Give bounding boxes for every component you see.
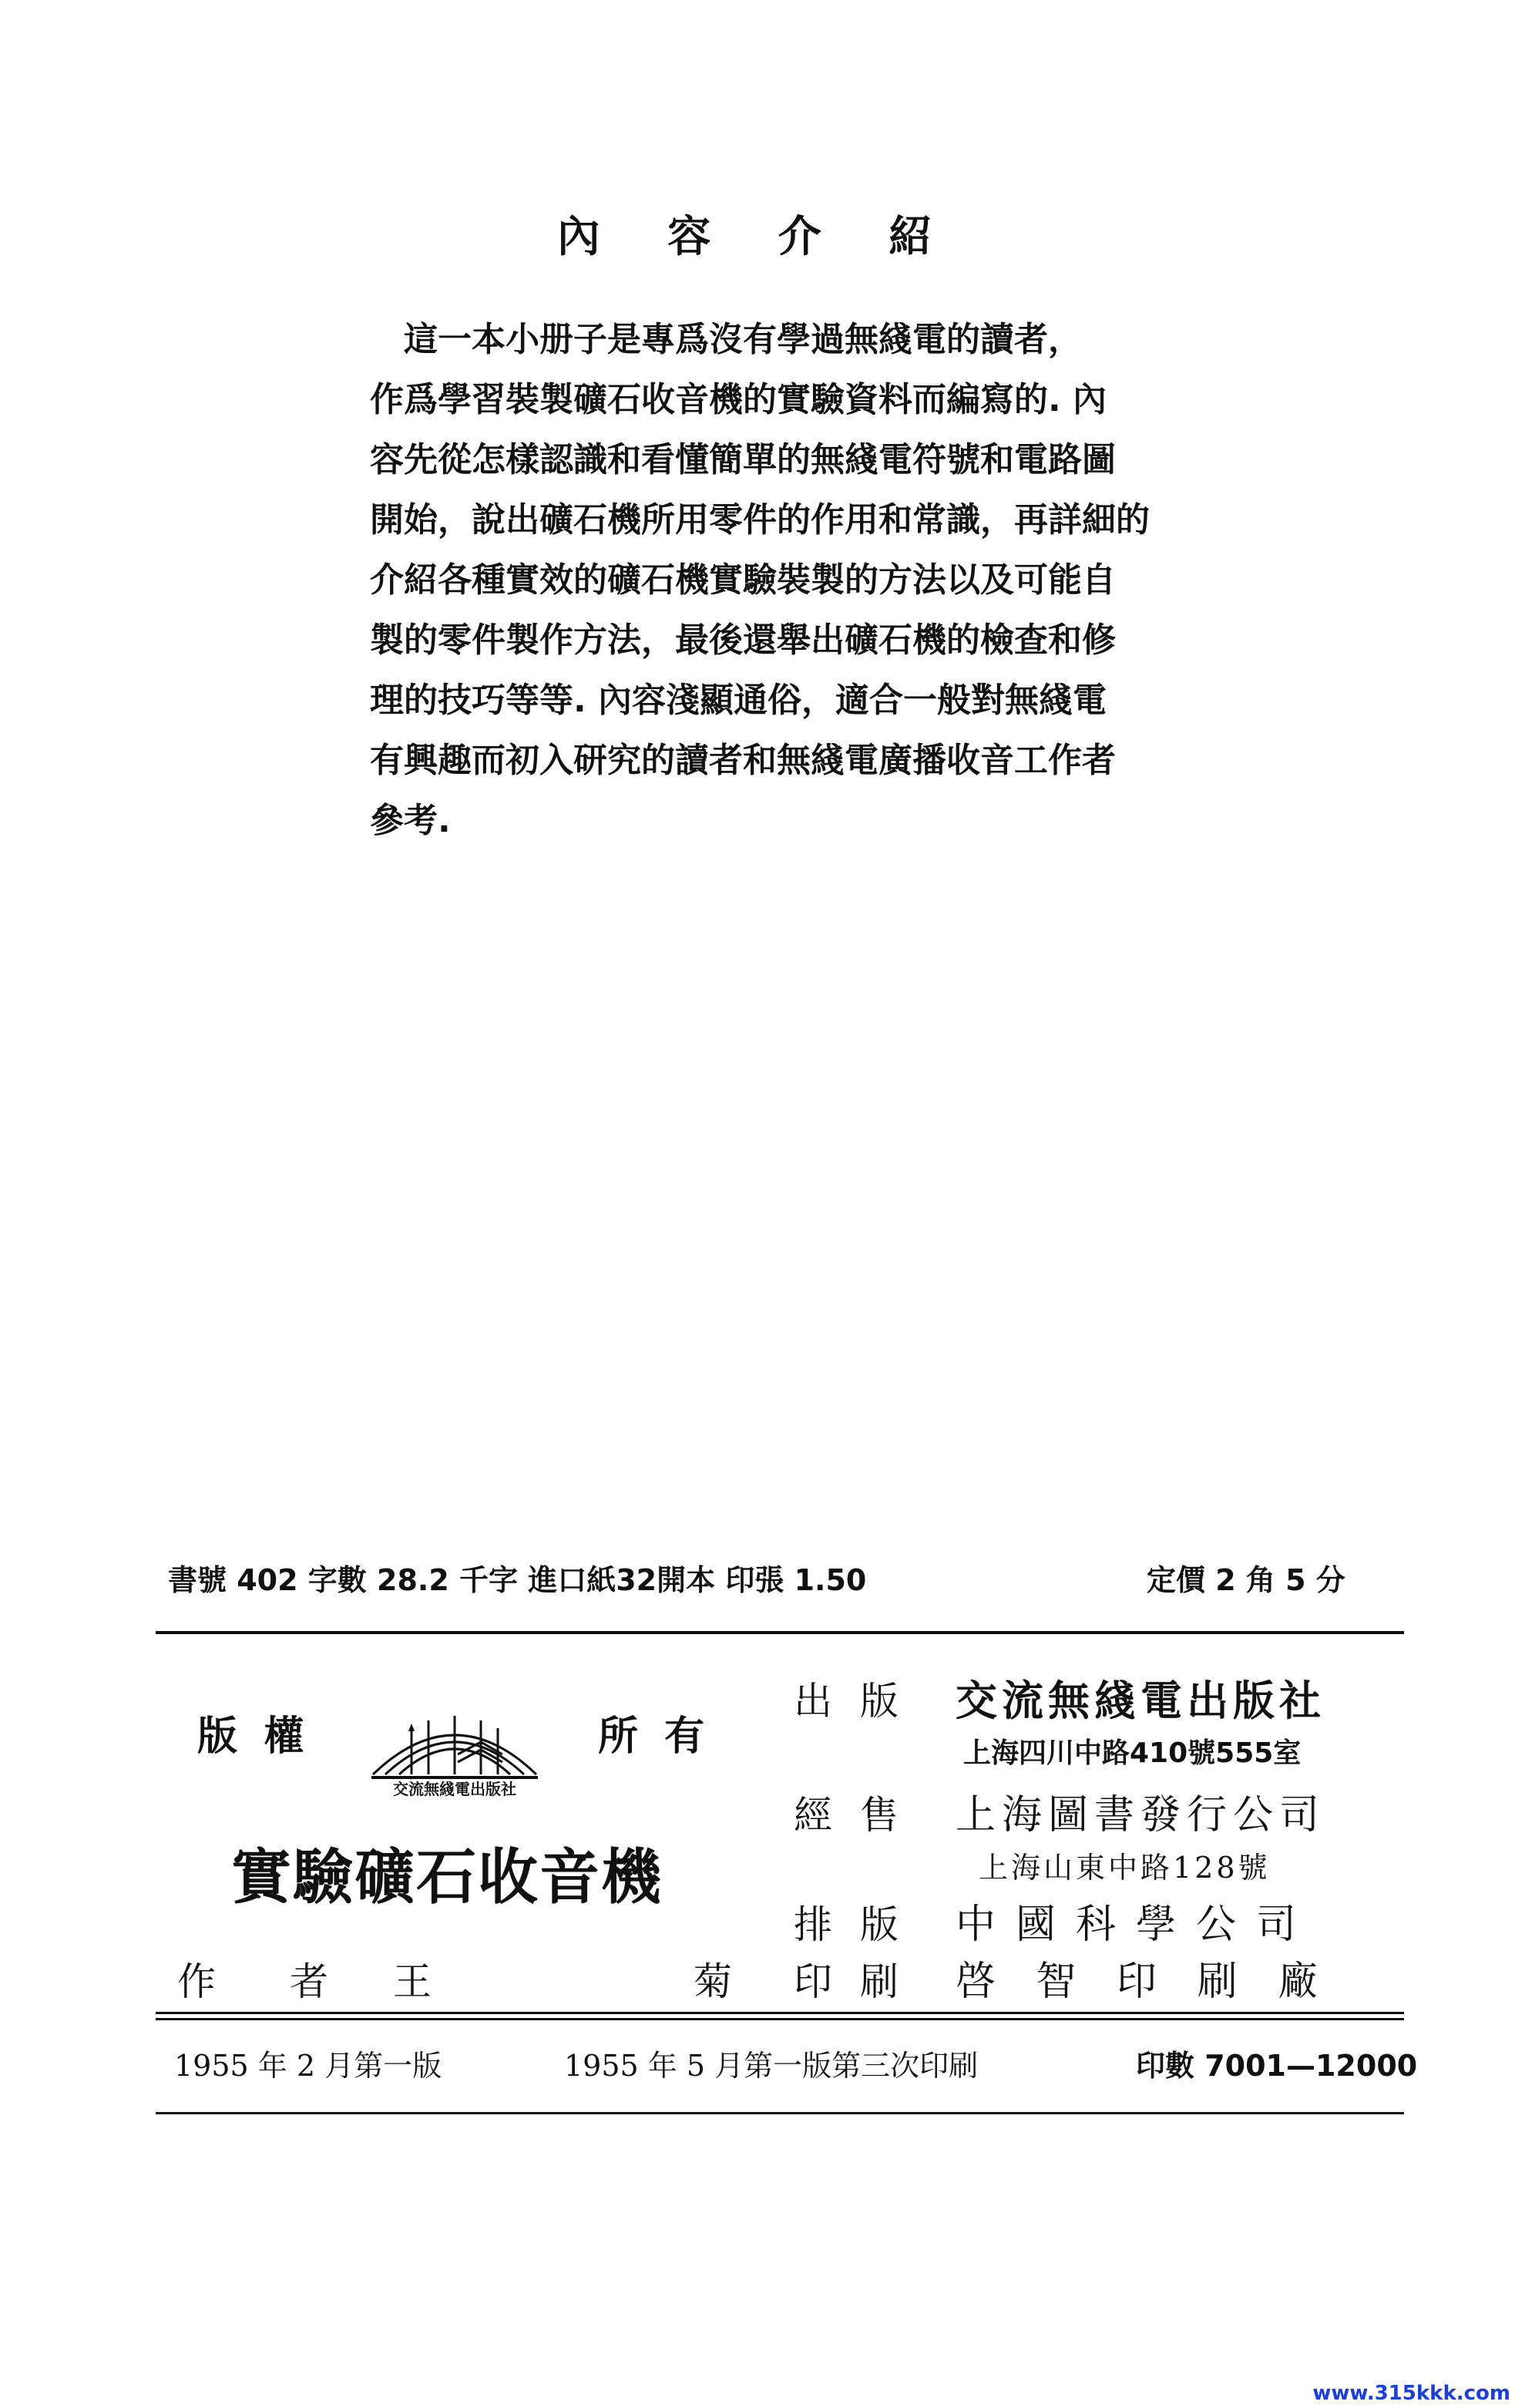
typesetter-name: 中國科學公司	[956, 1902, 1317, 1948]
author-name: 菊	[694, 1959, 732, 2004]
page-title: 內 容 介 紹	[556, 212, 959, 262]
book-title: 實驗礦石收音機	[231, 1843, 663, 1912]
copyright-left: 版 權	[197, 1714, 311, 1760]
distributor-label: 經 售	[794, 1793, 906, 1838]
divider-rule	[156, 2012, 1404, 2014]
intro-line: 作爲學習裝製礦石收音機的實驗資料而編寫的. 內	[370, 380, 1107, 419]
intro-paragraph	[370, 310, 1210, 851]
publisher-name: 交流無綫電出版社	[956, 1677, 1325, 1725]
publisher-label: 出 版	[794, 1679, 906, 1724]
divider-rule	[156, 2112, 1404, 2114]
intro-line: 製的零件製作方法，最後還舉出礦石機的檢查和修	[370, 620, 1116, 660]
intro-line: 開始，說出礦石機所用零件的作用和常識，再詳細的	[370, 500, 1150, 540]
distributor-address: 上海山東中路128號	[979, 1851, 1271, 1885]
copyright-right: 所 有	[598, 1714, 711, 1760]
price: 定價 2 角 5 分	[1147, 1563, 1345, 1597]
publisher-logo-icon	[365, 1700, 544, 1798]
author-name: 王	[393, 1959, 432, 2004]
distributor-name: 上海圖書發行公司	[956, 1792, 1326, 1838]
publisher-address: 上海四川中路410號555室	[963, 1737, 1302, 1769]
printer-label: 印 刷	[794, 1959, 906, 2004]
printer-name: 啓 智 印 刷 廠	[956, 1959, 1332, 2005]
watermark-link[interactable]: www.315kkk.com	[1312, 2382, 1510, 2405]
first-edition: 1955 年 2 月第一版	[174, 2049, 442, 2083]
third-printing: 1955 年 5 月第一版第三次印刷	[564, 2049, 979, 2083]
divider-rule	[156, 2018, 1404, 2020]
intro-line: 參考.	[370, 801, 451, 840]
print-run: 印數 7001—12000	[1136, 2049, 1418, 2083]
logo-caption: 交流無綫電出版社	[393, 1780, 516, 1798]
book-specs: 書號 402 字數 28.2 千字 進口紙32開本 印張 1.50	[168, 1563, 867, 1597]
author-label: 作 者	[177, 1959, 359, 2004]
intro-line: 有興趣而初入研究的讀者和無綫電廣播收音工作者	[370, 741, 1116, 780]
intro-line: 這一本小册子是專爲沒有學過無綫電的讀者，	[370, 320, 1082, 359]
intro-line: 容先從怎樣認識和看懂簡單的無綫電符號和電路圖	[370, 440, 1116, 479]
intro-line: 理的技巧等等. 內容淺顯通俗，適合一般對無綫電	[370, 681, 1107, 720]
typesetter-label: 排 版	[794, 1902, 906, 1947]
divider-rule	[156, 1631, 1404, 1634]
intro-line: 介紹各種實效的礦石機實驗裝製的方法以及可能自	[370, 560, 1116, 600]
